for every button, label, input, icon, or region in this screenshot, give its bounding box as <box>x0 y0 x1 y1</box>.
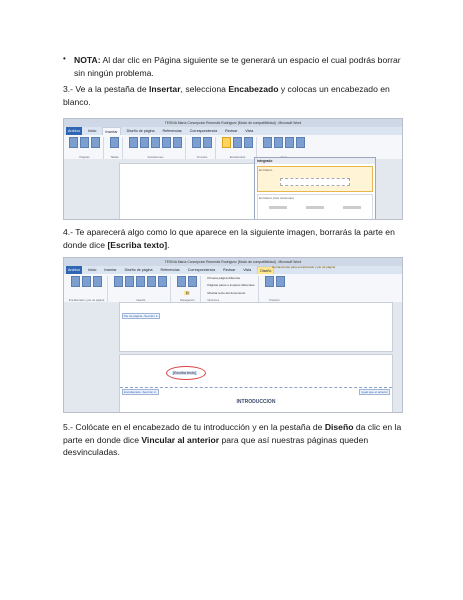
tab-correspondencia-2[interactable]: Correspondencia <box>187 268 216 272</box>
tab-inicio-2[interactable]: Inicio <box>87 268 97 272</box>
same-as-previous-label: Igual que el anterior <box>361 390 388 394</box>
note-label: NOTA: <box>74 55 101 65</box>
ribbon-2 <box>64 274 402 305</box>
document-page <box>119 163 261 220</box>
header-section-label: Encabezado -Sección 2- <box>124 390 157 394</box>
step4-text-2: . <box>167 239 170 250</box>
step5-text-3: para que así nuestras páginas queden desvinculadas. <box>63 434 369 457</box>
tab-referencias-2[interactable]: Referencias <box>160 268 180 272</box>
header-design-screenshot <box>63 257 403 413</box>
footer-section-label: Pie de página -Sección 1- <box>124 314 159 318</box>
step3-text-3: y colocas un encabezado en blanco. <box>63 84 390 107</box>
group-paginas: Páginas <box>66 137 104 159</box>
insert-header-screenshot <box>63 118 403 220</box>
group-vinculos: Vínculos <box>189 137 216 159</box>
step3-bold-2: Encabezado <box>228 84 279 94</box>
note-text: Al dar clic en Página siguiente se te generará un espacio el cual podrás borrar sin ningún problema. <box>74 55 401 78</box>
step5-text-1: 5.- Colócate en el encabezado de tu introducción y en la pestaña de <box>63 422 325 432</box>
step5-bold-1: Diseño <box>324 422 354 432</box>
tab-insertar[interactable]: Insertar <box>102 127 120 135</box>
group-texto <box>260 137 308 159</box>
dropdown-title: Integrado <box>255 158 375 164</box>
step3-paragraph <box>63 83 403 108</box>
tab-archivo[interactable]: Archivo <box>68 129 80 133</box>
bullet-icon: • <box>63 54 66 63</box>
window-title-2: TESINA María Concepción Recendiz Rodríguez [Modo de compatibilidad] - Microsoft Word <box>64 258 402 266</box>
tab-revisar[interactable]: Revisar <box>225 129 238 133</box>
tab-diseno[interactable]: Diseño <box>257 266 274 274</box>
step3-text-1: 3.- Ve a la pestaña de <box>63 84 150 94</box>
tab-referencias[interactable]: Referencias <box>162 129 182 133</box>
tab-diseno-pagina-2[interactable]: Diseño de página <box>124 268 153 272</box>
step3-text-2: , selecciona <box>180 84 229 94</box>
header-option-three-columns[interactable] <box>257 194 373 220</box>
ribbon-tabs <box>64 127 402 135</box>
group-opciones: Primera página diferente Páginas pares e impares diferentes Mostrar texto del documento Opciones <box>204 276 258 302</box>
introduction-heading: INTRODUCCION <box>236 399 276 405</box>
tab-revisar-2[interactable]: Revisar <box>223 268 236 272</box>
step4-text-1: 4.- Te aparecerá algo como lo que aparece en la siguiente imagen, borrarás la parte en donde dice <box>63 227 395 250</box>
link-previous-button[interactable]: ⛓ <box>185 290 190 295</box>
tab-correspondencia[interactable]: Correspondencia <box>189 129 218 133</box>
tab-vista[interactable]: Vista <box>245 129 254 133</box>
placeholder-text[interactable]: [Escriba texto] <box>173 371 196 375</box>
highlight-circle <box>166 366 206 380</box>
document-area-2 <box>64 302 402 412</box>
step4-paragraph <box>63 226 403 251</box>
option-odd-even[interactable]: Páginas pares e impares diferentes <box>207 283 255 288</box>
step5-paragraph <box>63 421 403 459</box>
step5-text-2: da clic en la parte en donde dice <box>63 422 402 445</box>
group-ilustraciones: Ilustraciones <box>126 137 186 159</box>
window-title: TESINA María Concepción Recendiz Rodríguez [Modo de compatibilidad] - Microsoft Word <box>64 119 402 127</box>
tab-insertar-2[interactable]: Insertar <box>104 268 117 272</box>
tab-diseno-pagina[interactable]: Diseño de página <box>126 129 155 133</box>
contextual-tools-label: Herramientas para encabezado y pie de página <box>272 265 336 269</box>
option-first-page[interactable]: Primera página diferente <box>207 276 241 280</box>
ribbon-tabs-2 <box>64 266 402 274</box>
option-show-text[interactable]: Mostrar texto del documento <box>207 290 246 295</box>
group-navegacion: ⛓ Navegación <box>174 276 201 302</box>
option-blank-label: En blanco <box>259 168 273 172</box>
tab-vista-2[interactable]: Vista <box>243 268 252 272</box>
note-paragraph <box>74 54 404 79</box>
group-insertar: Insertar <box>111 276 171 302</box>
page-header-region <box>119 354 393 413</box>
tab-archivo-2[interactable]: Archivo <box>68 268 80 272</box>
tab-inicio[interactable]: Inicio <box>87 129 97 133</box>
group-encabezado-pie: Encabezado y pie de página <box>66 276 108 302</box>
group-tablas: Tablas <box>107 137 123 159</box>
step3-bold-1: Insertar <box>149 84 181 94</box>
header-dropdown <box>254 157 376 220</box>
group-posicion: Posición <box>262 276 288 302</box>
group-encabezado: Encabezado <box>219 137 257 159</box>
step5-bold-2: Vincular al anterior <box>141 434 220 445</box>
option-three-col-label: En blanco (tres columnas) <box>259 196 294 200</box>
header-option-blank[interactable] <box>257 166 373 192</box>
page-footer-region <box>119 302 393 352</box>
step4-bold-1: [Escriba texto] <box>107 239 168 250</box>
